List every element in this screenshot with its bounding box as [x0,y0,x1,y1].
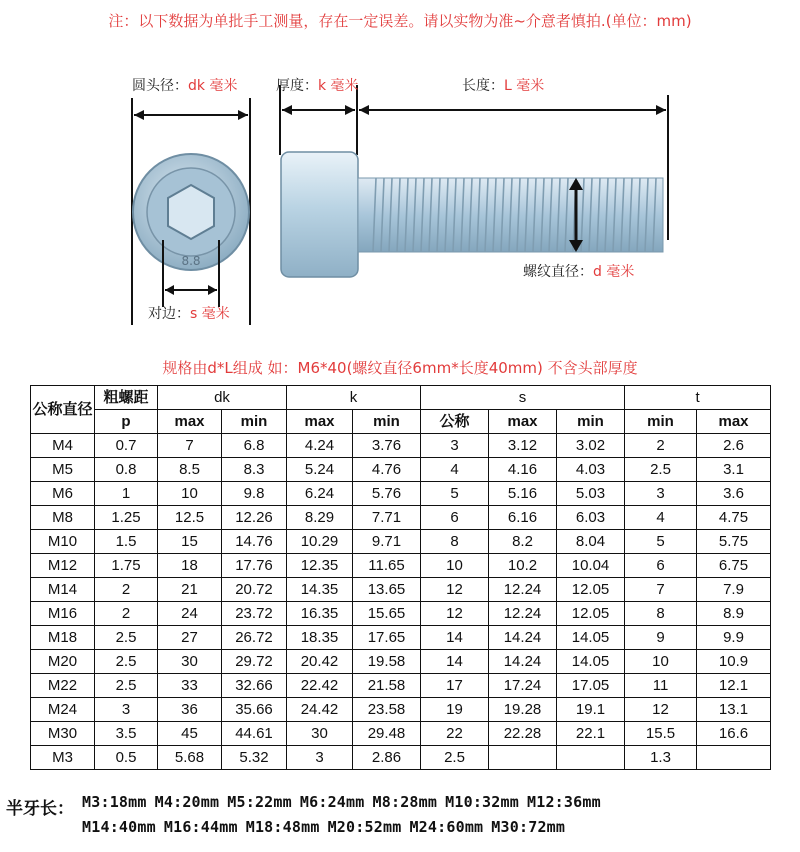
table-cell: 45 [158,722,222,746]
header-pitch-p: p [95,410,158,434]
table-cell: 12 [421,578,489,602]
table-cell: M16 [31,602,95,626]
table-row [31,722,771,746]
table-row [31,554,771,578]
table-row [31,482,771,506]
table-cell: 16.6 [697,722,771,746]
table-row [31,530,771,554]
svg-text:对边：s 毫米 [148,305,230,322]
table-cell: 20.72 [222,578,287,602]
table-cell: 0.5 [95,746,158,770]
table-row [31,650,771,674]
header-k-max: max [287,410,353,434]
table-cell: 30 [287,722,353,746]
table-cell: 10.9 [697,650,771,674]
table-cell: 12 [625,698,697,722]
spec-table [30,385,771,770]
table-cell: 1.3 [625,746,697,770]
table-row [31,626,771,650]
table-row [31,434,771,458]
table-cell: 32.66 [222,674,287,698]
table-cell: 6.03 [557,506,625,530]
table-cell: 8.29 [287,506,353,530]
table-cell: 20.42 [287,650,353,674]
table-cell: 12 [421,602,489,626]
table-cell: 3 [421,434,489,458]
table-cell: 27 [158,626,222,650]
table-cell: 3 [287,746,353,770]
table-cell: 22.28 [489,722,557,746]
table-cell: 26.72 [222,626,287,650]
header-dk-max: max [158,410,222,434]
table-cell: M5 [31,458,95,482]
svg-text:长度：L 毫米 [462,77,544,94]
across-flats-value: s 毫米 [190,306,230,322]
table-cell: 4.76 [353,458,421,482]
table-cell: 10.04 [557,554,625,578]
half-thread-item: M6:24mm [299,793,365,811]
table-cell: 6 [625,554,697,578]
table-cell: 14.76 [222,530,287,554]
svg-text:螺纹直径：d 毫米 [523,263,634,280]
table-cell: M20 [31,650,95,674]
table-cell: 3.1 [697,458,771,482]
table-cell: 8 [625,602,697,626]
table-cell: 33 [158,674,222,698]
table-cell: 9.71 [353,530,421,554]
table-cell: 3.5 [95,722,158,746]
table-cell: 4.03 [557,458,625,482]
table-cell: 2.6 [697,434,771,458]
table-cell [697,746,771,770]
table-cell: 35.66 [222,698,287,722]
table-cell: 11 [625,674,697,698]
table-cell: 13.65 [353,578,421,602]
spec-title: 规格由d*L组成 如：M6*40(螺纹直径6mm*长度40mm) 不含头部厚度 [162,359,638,377]
table-cell: 5 [625,530,697,554]
table-cell: 23.58 [353,698,421,722]
table-cell: 13.1 [697,698,771,722]
table-cell: 23.72 [222,602,287,626]
table-cell: 17.76 [222,554,287,578]
table-header-top [31,386,771,410]
half-thread-item: M3:18mm [82,793,147,811]
table-cell: 19.28 [489,698,557,722]
header-t-min: min [625,410,697,434]
thread-diameter-value: d 毫米 [593,264,635,280]
table-cell: 8.2 [489,530,557,554]
table-cell: 14.24 [489,650,557,674]
table-cell: 15.65 [353,602,421,626]
table-cell: 24.42 [287,698,353,722]
table-cell: 12.26 [222,506,287,530]
table-cell: 0.8 [95,458,158,482]
half-thread-line-2 [82,818,573,836]
table-cell: 4.24 [287,434,353,458]
table-cell: 5.16 [489,482,557,506]
table-cell: 8.3 [222,458,287,482]
table-cell: 17.24 [489,674,557,698]
table-cell: 6.24 [287,482,353,506]
half-thread-line-1 [82,793,609,811]
head-top-view [132,98,250,325]
table-cell: 17 [421,674,489,698]
table-cell: 4.75 [697,506,771,530]
half-thread-item: M24:60mm [409,818,484,836]
table-cell: 6.8 [222,434,287,458]
table-row [31,458,771,482]
half-thread-item: M18:48mm [245,818,320,836]
table-cell: 0.7 [95,434,158,458]
table-cell: 10.2 [489,554,557,578]
head-diameter-value: dk 毫米 [188,78,238,94]
header-pitch: 粗螺距 [95,386,158,410]
table-cell: 9 [625,626,697,650]
table-cell: 3 [625,482,697,506]
half-thread-item: M16:44mm [163,818,238,836]
table-row [31,602,771,626]
head-mark-text: 8.8 [181,254,201,268]
table-cell: 2.86 [353,746,421,770]
table-cell: M22 [31,674,95,698]
table-cell: 1.75 [95,554,158,578]
table-cell: 5.32 [222,746,287,770]
table-cell: 29.72 [222,650,287,674]
header-k-min: min [353,410,421,434]
table-cell: 12.24 [489,578,557,602]
header-s-nominal: 公称 [421,410,489,434]
table-cell: 44.61 [222,722,287,746]
table-cell: 3 [95,698,158,722]
length-label: 长度： [462,78,504,94]
table-cell: 5.76 [353,482,421,506]
table-cell: 14.05 [557,626,625,650]
table-cell: 24 [158,602,222,626]
table-cell: 7.71 [353,506,421,530]
table-cell: 15.5 [625,722,697,746]
table-cell: M4 [31,434,95,458]
head-diameter-label: 圆头径： [132,78,188,94]
table-cell: 17.05 [557,674,625,698]
table-cell: 2.5 [421,746,489,770]
thread-diameter-label: 螺纹直径： [523,264,593,280]
table-cell: 1.25 [95,506,158,530]
table-cell: 4 [421,458,489,482]
table-cell: 2 [95,602,158,626]
table-cell: 5.68 [158,746,222,770]
notice-text: 注：以下数据为单批手工测量，存在一定误差。请以实物为准~介意者慎拍.(单位：mm) [108,12,692,30]
table-header-sub [31,410,771,434]
table-cell: 3.6 [697,482,771,506]
table-cell: 5 [421,482,489,506]
table-cell: 14 [421,650,489,674]
table-cell: 3.12 [489,434,557,458]
table-cell: 2 [625,434,697,458]
half-thread-item: M20:52mm [327,818,402,836]
thickness-value: k 毫米 [318,78,359,94]
header-dk-min: min [222,410,287,434]
table-row [31,674,771,698]
table-row [31,578,771,602]
table-cell: 9.8 [222,482,287,506]
table-cell: 18.35 [287,626,353,650]
table-cell [557,746,625,770]
table-cell: 6.16 [489,506,557,530]
table-cell: 10.29 [287,530,353,554]
table-cell: 2.5 [95,626,158,650]
table-cell: 7 [158,434,222,458]
table-cell: 5.75 [697,530,771,554]
table-cell: 8 [421,530,489,554]
table-row [31,506,771,530]
table-cell: 2.5 [95,650,158,674]
table-cell: 19.1 [557,698,625,722]
table-cell: 7.9 [697,578,771,602]
table-cell: 6.75 [697,554,771,578]
table-cell: M24 [31,698,95,722]
table-cell: 1 [95,482,158,506]
half-thread-item: M12:36mm [526,793,601,811]
header-nominal: 公称直径 [31,386,95,434]
table-cell: M3 [31,746,95,770]
table-cell: 8.04 [557,530,625,554]
table-cell: 3.76 [353,434,421,458]
table-row [31,746,771,770]
header-s-max: max [489,410,557,434]
table-cell: 12.24 [489,602,557,626]
table-cell: 7 [625,578,697,602]
header-t: t [625,386,771,410]
length-value: L 毫米 [504,78,545,94]
table-cell: 14.05 [557,650,625,674]
table-cell [489,746,557,770]
half-thread-item: M14:40mm [82,818,156,836]
half-thread-item: M5:22mm [227,793,292,811]
table-cell: 12.35 [287,554,353,578]
half-thread-item: M10:32mm [445,793,519,811]
header-t-max: max [697,410,771,434]
table-cell: 5.03 [557,482,625,506]
table-cell: 21.58 [353,674,421,698]
table-cell: 10 [421,554,489,578]
table-cell: 2.5 [625,458,697,482]
thickness-label: 厚度： [276,78,318,94]
table-cell: 15 [158,530,222,554]
table-row [31,698,771,722]
table-cell: 11.65 [353,554,421,578]
table-cell: 29.48 [353,722,421,746]
table-cell: 19 [421,698,489,722]
table-cell: 1.5 [95,530,158,554]
header-s: s [421,386,625,410]
table-cell: M8 [31,506,95,530]
table-cell: 2.5 [95,674,158,698]
table-cell: M10 [31,530,95,554]
header-k: k [287,386,421,410]
table-cell: 14 [421,626,489,650]
table-cell: M12 [31,554,95,578]
table-cell: 12.05 [557,602,625,626]
table-cell: 16.35 [287,602,353,626]
table-cell: 22.1 [557,722,625,746]
table-cell: 5.24 [287,458,353,482]
table-cell: 30 [158,650,222,674]
table-cell: 36 [158,698,222,722]
table-cell: 22.42 [287,674,353,698]
half-thread-item: M30:72mm [491,818,566,836]
table-cell: 21 [158,578,222,602]
table-cell: 10 [625,650,697,674]
table-cell: 8.5 [158,458,222,482]
table-cell: 17.65 [353,626,421,650]
half-thread-item: M8:28mm [372,793,438,811]
table-cell: 8.9 [697,602,771,626]
table-cell: 4.16 [489,458,557,482]
table-cell: 18 [158,554,222,578]
table-cell: M30 [31,722,95,746]
table-cell: 14.24 [489,626,557,650]
table-cell: 12.05 [557,578,625,602]
table-cell: 22 [421,722,489,746]
bolt-diagram [0,40,800,340]
table-cell: M6 [31,482,95,506]
table-cell: 12.5 [158,506,222,530]
table-cell: 19.58 [353,650,421,674]
table-cell: 9.9 [697,626,771,650]
bolt-side-view [280,85,668,277]
table-cell: 14.35 [287,578,353,602]
table-cell: M14 [31,578,95,602]
table-cell: 3.02 [557,434,625,458]
table-cell: 4 [625,506,697,530]
header-dk: dk [158,386,287,410]
half-thread-item: M4:20mm [154,793,220,811]
half-thread-label: 半牙长： [6,799,74,819]
across-flats-label: 对边： [148,306,190,322]
svg-text:厚度：k 毫米 [276,77,359,94]
table-cell: 2 [95,578,158,602]
table-cell: 6 [421,506,489,530]
svg-text:圆头径：dk 毫米 [132,77,237,94]
table-cell: 12.1 [697,674,771,698]
header-s-min: min [557,410,625,434]
table-cell: M18 [31,626,95,650]
table-cell: 10 [158,482,222,506]
